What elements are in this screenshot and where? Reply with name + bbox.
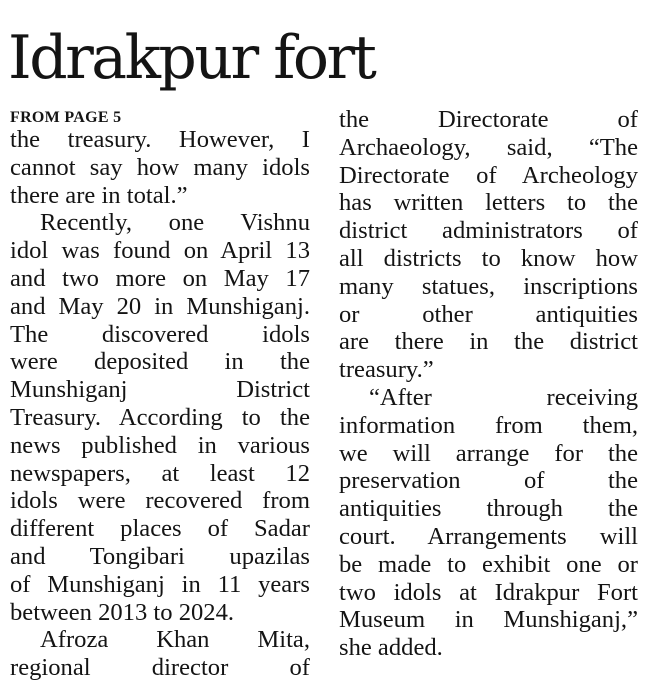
text-line: information from them, [339,411,638,439]
text-line: the treasury. However, I [10,126,310,153]
text-line: court. Arrangements will [339,522,638,550]
text-line: preservation of the [339,467,638,495]
text-line: there are in total.” [10,181,188,209]
text-line: of Munshiganj in 11 years [10,570,310,598]
text-line: Directorate of Archeology [339,161,638,189]
text-line: newspapers, at least 12 [10,459,310,487]
text-line: regional director of [10,654,310,682]
article-column-left [10,106,310,682]
text-line: the Directorate of [339,106,638,133]
article-column-right [339,106,638,662]
text-line: The discovered idols [10,320,310,348]
column-text [339,106,638,662]
text-line: two idols at Idrakpur Fort [339,578,638,606]
text-line: idol was found on April 13 [10,237,310,265]
text-line: are there in the district [339,328,638,356]
text-line: we will arrange for the [339,439,638,467]
text-line: treasury.” [339,356,434,384]
text-line: Afroza Khan Mita, [40,626,310,654]
text-line: Munshiganj District [10,376,310,404]
text-line: and two more on May 17 [10,264,310,292]
text-line: Recently, one Vishnu [40,209,310,237]
text-line: antiquities through the [339,495,638,523]
text-line: were deposited in the [10,348,310,376]
text-line: be made to exhibit one or [339,550,638,578]
text-line: many statues, inscriptions [339,272,638,300]
text-line: and May 20 in Munshiganj. [10,292,310,320]
text-line: she added. [339,634,443,662]
text-line: Museum in Munshiganj,” [339,606,638,634]
text-line: between 2013 to 2024. [10,598,235,626]
text-line: and Tongibari upazilas [10,542,310,570]
text-line: all districts to know how [339,244,638,272]
headline: Idrakpur fort [8,23,375,93]
text-line: different places of Sadar [10,515,310,543]
text-line: Archaeology, said, “The [339,133,638,161]
text-line: idols were recovered from [10,487,310,515]
text-line: district administrators of [339,217,638,245]
column-text [10,126,310,682]
text-line: cannot say how many idols [10,153,310,181]
text-line: or other antiquities [339,300,638,328]
text-line: “After receiving [369,383,638,411]
text-line: has written letters to the [339,189,638,217]
text-line: news published in various [10,431,310,459]
jump-label: FROM PAGE 5 [10,109,122,126]
text-line: Treasury. According to the [10,403,310,431]
